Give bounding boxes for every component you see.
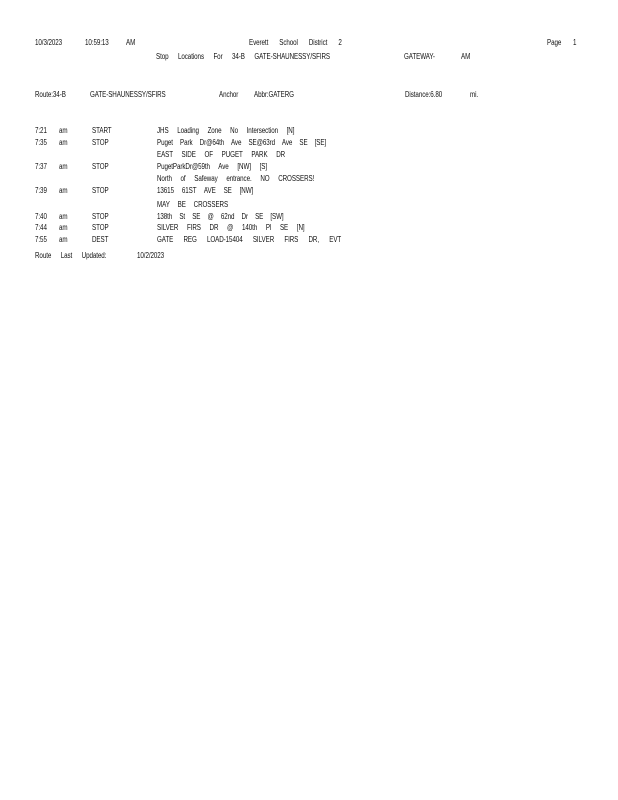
stop-type: STOP: [92, 162, 109, 171]
stop-description: SILVER FIRS DR @ 140th Pl SE [N]: [157, 223, 305, 232]
stop-time: 7:55: [35, 235, 47, 244]
stop-description: 138th St SE @ 62nd Dr SE [SW]: [157, 212, 284, 221]
stop-description: Puget Park Dr@64th Ave SE@63rd Ave SE [SE]: [157, 138, 327, 147]
stop-time: 7:40: [35, 212, 47, 221]
stop-description: JHS Loading Zone No Intersection [N]: [157, 126, 295, 135]
stop-time: 7:39: [35, 186, 47, 195]
stop-time: 7:21: [35, 126, 47, 135]
last-updated-date: 10/2/2023: [137, 251, 165, 260]
report-title: Stop Locations For 34-B GATE-SHAUNESSY/SFIRS: [156, 52, 331, 61]
stop-note: EAST SIDE OF PUGET PARK DR: [157, 150, 286, 159]
stop-description: GATE REG LOAD-15404 SILVER FIRS DR, EVT: [157, 235, 342, 244]
stop-type: STOP: [92, 138, 109, 147]
stop-type: START: [92, 126, 112, 135]
report-date: 10/3/2023: [35, 38, 63, 47]
report-title-period: AM: [461, 52, 471, 61]
stop-period: am: [59, 186, 68, 195]
district-name: Everett School District 2: [249, 38, 342, 47]
stop-period: am: [59, 212, 68, 221]
route-name: GATE-SHAUNESSY/SFIRS: [90, 90, 166, 99]
report-time-meridiem: AM: [126, 38, 136, 47]
report-time: 10:59:13: [85, 38, 109, 47]
route-distance: Distance:6.80: [405, 90, 443, 99]
stop-period: am: [59, 126, 68, 135]
stop-type: STOP: [92, 223, 109, 232]
stop-description: 13615 61ST AVE SE [NW]: [157, 186, 254, 195]
stop-type: DEST: [92, 235, 109, 244]
report-title-suffix: GATEWAY-: [404, 52, 435, 61]
route-abbreviation: Abbr:GATERG: [254, 90, 294, 99]
stop-time: 7:35: [35, 138, 47, 147]
stop-time: 7:44: [35, 223, 47, 232]
stop-time: 7:37: [35, 162, 47, 171]
stop-period: am: [59, 162, 68, 171]
stop-period: am: [59, 223, 68, 232]
distance-unit: mi.: [470, 90, 479, 99]
stop-period: am: [59, 138, 68, 147]
stop-note: MAY BE CROSSERS: [157, 200, 229, 209]
stop-type: STOP: [92, 186, 109, 195]
stop-note: North of Safeway entrance. NO CROSSERS!: [157, 174, 315, 183]
stop-type: STOP: [92, 212, 109, 221]
page-label: Page: [547, 38, 562, 47]
last-updated-label: Route Last Updated:: [35, 251, 107, 260]
route-id: Route:34-B: [35, 90, 66, 99]
page-number: 1: [573, 38, 577, 47]
stop-description: PugetParkDr@59th Ave [NW] [S]: [157, 162, 267, 171]
anchor-label: Anchor: [219, 90, 239, 99]
stop-period: am: [59, 235, 68, 244]
